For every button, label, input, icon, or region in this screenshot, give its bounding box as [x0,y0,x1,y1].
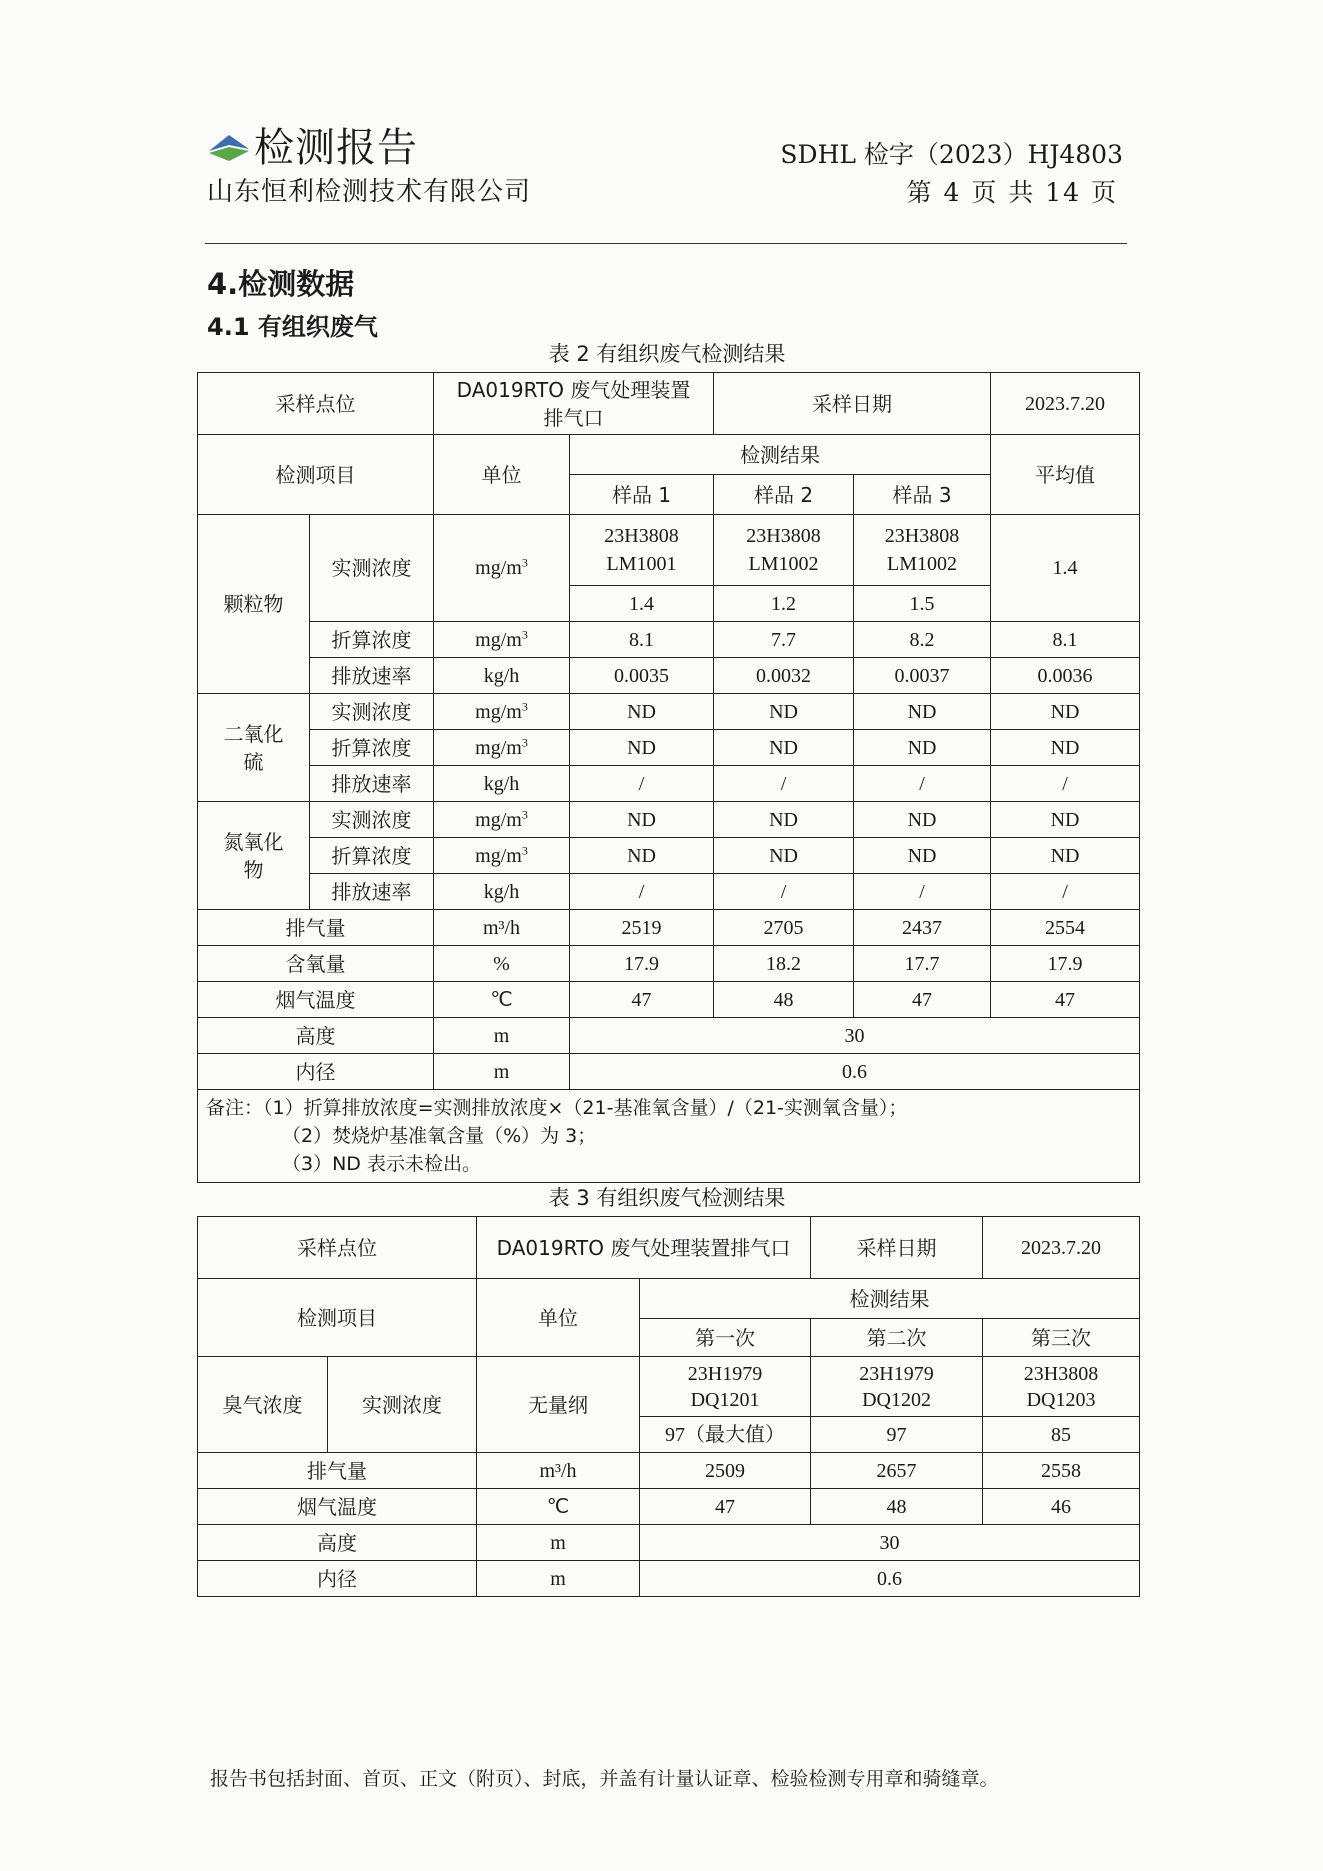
pollutant-particulate: 颗粒物 [198,515,310,694]
average-value: ND [991,694,1140,730]
measured-concentration-label: 实测浓度 [310,515,434,622]
average-header: 平均值 [991,435,1140,515]
page-info: 第 4 页 共 14 页 [906,178,1118,207]
value-cell: 0.6 [570,1054,1140,1090]
sample-code: 23H1979 DQ1201 [640,1357,811,1417]
height-label: 高度 [198,1525,477,1561]
unit-cell: m [434,1054,570,1090]
value-cell: 30 [570,1018,1140,1054]
company-name: 山东恒利检测技术有限公司 [207,177,532,207]
flue-gas-temp-label: 烟气温度 [198,1489,477,1525]
flue-gas-temp-label: 烟气温度 [198,982,434,1018]
value-cell: 0.0037 [854,658,991,694]
value-cell: 8.1 [570,622,714,658]
value-cell: 2437 [854,910,991,946]
sample-header: 样品 1 [570,475,714,515]
result-header: 检测结果 [570,435,991,475]
exhaust-volume-label: 排气量 [198,1453,477,1489]
value-cell: / [854,766,991,802]
report-title: 检测报告 [254,125,418,171]
unit-header: 单位 [477,1279,640,1357]
value-cell: 1.5 [854,586,991,622]
item-header: 检测项目 [198,1279,477,1357]
value-cell: / [714,874,854,910]
average-value: 0.0036 [991,658,1140,694]
section-title: 4.检测数据 [207,267,355,301]
value-cell: 18.2 [714,946,854,982]
pollutant-odor: 臭气浓度 [198,1357,328,1453]
table2-notes [198,1090,1140,1183]
subsection-title: 4.1 有组织废气 [207,313,378,341]
unit-cell: $mg/m^3$ [434,694,570,730]
unit-header: 单位 [434,435,570,515]
average-value: 1.4 [991,515,1140,622]
inner-diameter-label: 内径 [198,1054,434,1090]
value-cell: ND [854,730,991,766]
note-line: （2）焚烧炉基准氧含量（%）为 3； [282,1125,597,1147]
value-cell: ND [714,730,854,766]
note-line: 备注：（1）折算排放浓度=实测排放浓度×（21-基准氧含量）/（21-实测氧含量）； [206,1097,908,1119]
sample-code: 23H1979 DQ1202 [811,1357,983,1417]
value-cell: 2519 [570,910,714,946]
average-value: 8.1 [991,622,1140,658]
value-cell: 30 [640,1525,1140,1561]
value-cell: 97（最大值） [640,1417,811,1453]
sampling-date-label: 采样日期 [811,1217,983,1279]
sample-code: 23H3808 LM1002 [714,515,854,586]
unit-cell: $mg/m^3$ [434,838,570,874]
value-cell: 47 [640,1489,811,1525]
run-header: 第一次 [640,1319,811,1357]
value-cell: 97 [811,1417,983,1453]
sample-header: 样品 3 [854,475,991,515]
value-cell: ND [854,694,991,730]
converted-concentration-label: 折算浓度 [310,730,434,766]
average-value: 17.9 [991,946,1140,982]
average-value: ND [991,730,1140,766]
value-cell: ND [570,802,714,838]
value-cell: 7.7 [714,622,854,658]
average-value: / [991,766,1140,802]
report-number: SDHL 检字（2023）HJ4803 [780,140,1123,169]
sampling-point-label: 采样点位 [198,1217,477,1279]
sampling-date-value: 2023.7.20 [991,373,1140,435]
converted-concentration-label: 折算浓度 [310,838,434,874]
unit-cell: m [477,1561,640,1597]
value-cell: / [714,766,854,802]
value-cell: 2558 [983,1453,1140,1489]
pollutant-so2: 二氧化硫 [198,694,310,802]
unit-cell: $mg/m^3$ [434,515,570,622]
sample-code: 23H3808 LM1002 [854,515,991,586]
inner-diameter-label: 内径 [198,1561,477,1597]
header-divider [205,243,1127,244]
unit-cell: m [434,1018,570,1054]
emission-rate-label: 排放速率 [310,874,434,910]
measured-concentration-label: 实测浓度 [310,802,434,838]
emission-rate-label: 排放速率 [310,658,434,694]
sampling-point-value: DA019RTO 废气处理装置排气口 [434,373,714,435]
unit-cell: 无量纲 [477,1357,640,1453]
sampling-point-label: 采样点位 [198,373,434,435]
item-header: 检测项目 [198,435,434,515]
table2-caption: 表 2 有组织废气检测结果 [548,342,786,366]
value-cell: 8.2 [854,622,991,658]
value-cell: / [570,874,714,910]
height-label: 高度 [198,1018,434,1054]
value-cell: ND [570,730,714,766]
converted-concentration-label: 折算浓度 [310,622,434,658]
average-value: ND [991,802,1140,838]
value-cell: 48 [714,982,854,1018]
average-value: / [991,874,1140,910]
result-header: 检测结果 [640,1279,1140,1319]
value-cell: / [854,874,991,910]
table2-organized-waste-gas [197,372,1140,1183]
unit-cell: m³/h [434,910,570,946]
value-cell: ND [854,802,991,838]
value-cell: 0.0032 [714,658,854,694]
sample-code: 23H3808 DQ1203 [983,1357,1140,1417]
value-cell: 47 [570,982,714,1018]
unit-cell: % [434,946,570,982]
value-cell: ND [714,838,854,874]
company-logo-icon [207,131,251,163]
value-cell: 85 [983,1417,1140,1453]
value-cell: 0.6 [640,1561,1140,1597]
table3-organized-waste-gas [197,1216,1140,1597]
sample-code: 23H3808 LM1001 [570,515,714,586]
unit-cell: m³/h [477,1453,640,1489]
run-header: 第三次 [983,1319,1140,1357]
sampling-point-value: DA019RTO 废气处理装置排气口 [477,1217,811,1279]
average-value: ND [991,838,1140,874]
unit-cell: ℃ [434,982,570,1018]
unit-cell: kg/h [434,766,570,802]
unit-cell: $mg/m^3$ [434,730,570,766]
emission-rate-label: 排放速率 [310,766,434,802]
value-cell: 17.9 [570,946,714,982]
value-cell: 2705 [714,910,854,946]
value-cell: ND [854,838,991,874]
value-cell: 17.7 [854,946,991,982]
value-cell: 2509 [640,1453,811,1489]
unit-cell: $mg/m^3$ [434,802,570,838]
table3-caption: 表 3 有组织废气检测结果 [548,1186,786,1210]
value-cell: 48 [811,1489,983,1525]
value-cell: 1.4 [570,586,714,622]
value-cell: 46 [983,1489,1140,1525]
sampling-date-value: 2023.7.20 [983,1217,1140,1279]
exhaust-volume-label: 排气量 [198,910,434,946]
footer-note: 报告书包括封面、首页、正文（附页）、封底，并盖有计量认证章、检验检测专用章和骑缝章。 [210,1768,999,1790]
sample-header: 样品 2 [714,475,854,515]
unit-cell: ℃ [477,1489,640,1525]
value-cell: ND [570,694,714,730]
measured-concentration-label: 实测浓度 [310,694,434,730]
unit-cell: m [477,1525,640,1561]
pollutant-nox: 氮氧化物 [198,802,310,910]
average-value: 47 [991,982,1140,1018]
unit-cell: kg/h [434,658,570,694]
oxygen-content-label: 含氧量 [198,946,434,982]
average-value: 2554 [991,910,1140,946]
value-cell: ND [714,694,854,730]
value-cell: 0.0035 [570,658,714,694]
value-cell: ND [714,802,854,838]
sampling-date-label: 采样日期 [714,373,991,435]
value-cell: ND [570,838,714,874]
unit-cell: $mg/m^3$ [434,622,570,658]
unit-cell: kg/h [434,874,570,910]
value-cell: 1.2 [714,586,854,622]
run-header: 第二次 [811,1319,983,1357]
value-cell: 47 [854,982,991,1018]
value-cell: 2657 [811,1453,983,1489]
measured-concentration-label: 实测浓度 [328,1357,477,1453]
value-cell: / [570,766,714,802]
note-line: （3）ND 表示未检出。 [282,1153,481,1175]
